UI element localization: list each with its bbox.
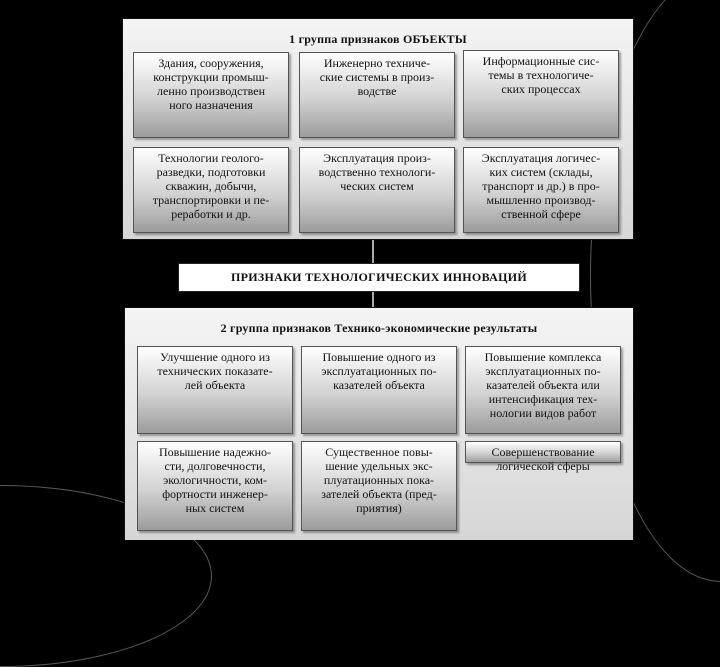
group2-box-logistics-improvement: Совершенствование логической сферы bbox=[465, 441, 621, 463]
group1-box-buildings: Здания, сооружения, конструкции промыш- ленно производствен ного назначения bbox=[133, 52, 289, 138]
connector-bottom bbox=[372, 292, 374, 307]
group1-box-engineering-systems: Инженерно техниче- ские системы в произ- водстве bbox=[299, 52, 455, 138]
group2-box-complex-indicators: Повышение комплекса эксплуатационных по- казателей объекта или интенсификация тех- нологии видов работ bbox=[465, 346, 621, 434]
group1-box-logistics-systems: Эксплуатация логичес- ких систем (склады, транспорт и др.) в про- мышленно производ- ственной сфере bbox=[463, 147, 619, 233]
group2-box-reliability: Повышение надежно- сти, долговечности, экологичности, ком- фортности инженер- ных систем bbox=[137, 441, 293, 531]
connector-top bbox=[372, 240, 374, 263]
group2-panel bbox=[124, 307, 634, 540]
group2-box-specific-indicators: Существенное повы- шение удельных экс- плуатационных пока- зателей объекта (пред- приятия) bbox=[301, 441, 457, 531]
group1-title: 1 группа признаков ОБЪЕКТЫ bbox=[289, 32, 467, 46]
central-title: ПРИЗНАКИ ТЕХНОЛОГИЧЕСКИХ ИННОВАЦИЙ bbox=[178, 263, 580, 292]
group1-panel bbox=[122, 18, 634, 240]
group2-box-operational-indicator: Повышение одного из эксплуатационных по- казателей объекта bbox=[301, 346, 457, 434]
group1-box-geology-technologies: Технологии геолого- разведки, подготовки скважин, добычи, транспортировки и пе- реработки и др. bbox=[133, 147, 289, 233]
group2-box-technical-indicator: Улучшение одного из технических показате- лей объекта bbox=[137, 346, 293, 434]
group2-title: 2 группа признаков Технико-экономические результаты bbox=[220, 321, 538, 335]
group1-box-information-systems: Информационные сис- темы в технологиче- ских процессах bbox=[463, 50, 619, 138]
group1-box-production-systems: Эксплуатация произ- водственно технологи- ческих систем bbox=[299, 147, 455, 233]
